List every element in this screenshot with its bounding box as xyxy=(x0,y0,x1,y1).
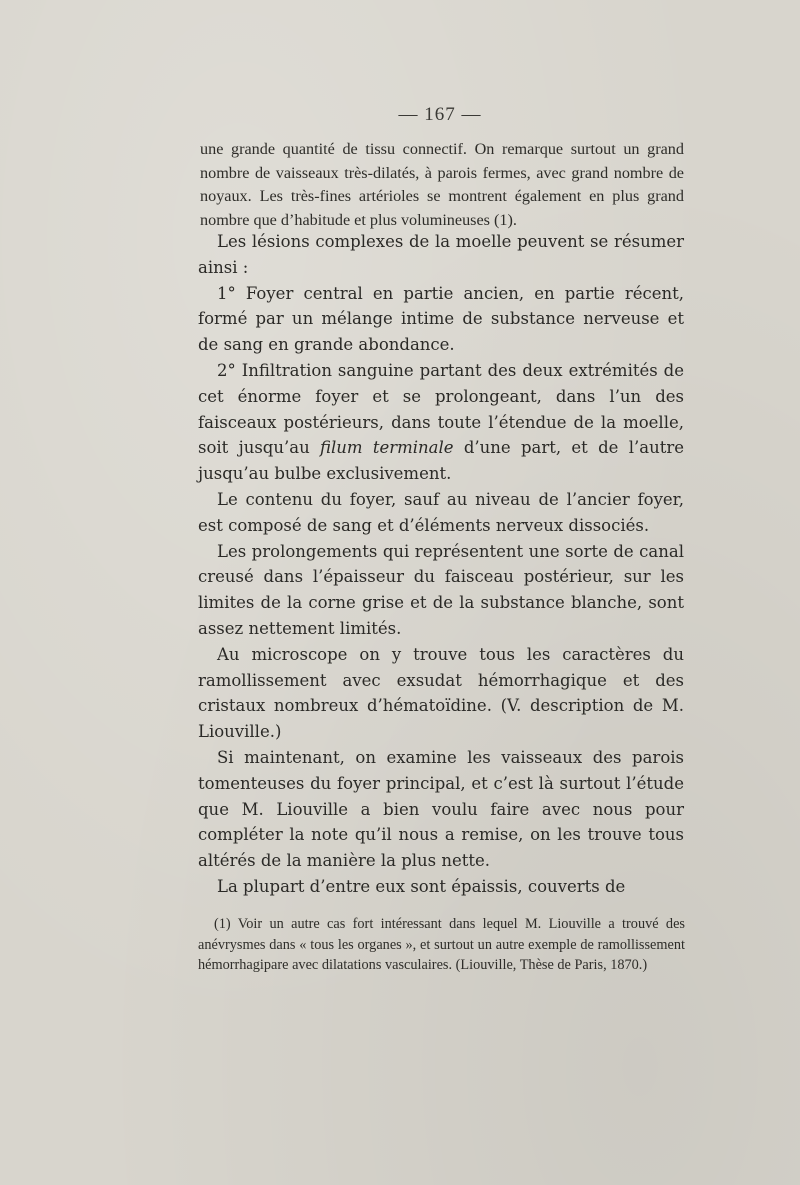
footnote xyxy=(198,914,685,976)
infiltration-text-start: 2° Infiltration sanguine partant des deux extrémités de cet énorme foyer et se prolongeant, dans l’un des faisceaux postérieurs, dans toute l’étendue de la moelle, soit jusqu’au xyxy=(198,360,684,458)
footnote-text: (1) Voir un autre cas fort intéressant dans lequel M. Liouville a trouvé des anévrysmes dans « tous les organes », et surtout un autre exemple de ramollissement hémorrhagipare avec dilatations vasculaires. (Liouville, Thèse de Paris, 1870.) xyxy=(198,916,685,973)
paragraph-infiltration xyxy=(198,358,684,487)
intro-paragraph xyxy=(200,138,684,232)
paragraph-summary-intro: Les lésions complexes de la moelle peuvent se résumer ainsi : xyxy=(198,232,684,277)
paragraph-focus-content: Le contenu du foyer, sauf au niveau de l’ancier foyer, est composé de sang et d’éléments nerveux dissociés. xyxy=(198,489,684,535)
page-number: — 167 — xyxy=(398,104,482,125)
paragraph-prolongations: Les prolongements qui représentent une sorte de canal creusé dans l’épaisseur du faisceau postérieur, sur les limites de la corne grise et de la substance blanche, sont assez nettement limités. xyxy=(198,541,684,638)
intro-text: une grande quantité de tissu connectif. On remarque surtout un grand nombre de vaisseaux très-dilatés, à parois fermes, avec grand nombre de noyaux. Les très-fines artérioles se montrent également en plus grand nombre que d’habitude et plus volumineuses (1). xyxy=(200,140,684,229)
filum-terminale-term: filum terminale xyxy=(320,438,454,458)
infiltration-text-end: d’une part, et de l’autre jusqu’au bulbe exclusivement. xyxy=(198,438,684,484)
paragraph-vessels: Si maintenant, on examine les vaisseaux des parois tomenteuses du foyer principal, et c’est là surtout l’étude que M. Liouville a bien voulu faire avec nous pour compléter la note qu’il nous a remise, on les trouve tous altérés de la manière la plus nette. xyxy=(198,747,684,871)
paragraph-thickened: La plupart d’entre eux sont épaissis, couverts de xyxy=(217,876,626,896)
paragraph-central-focus: 1° Foyer central en partie ancien, en partie récent, formé par un mélange intime de substance nerveuse et de sang en grande abondance. xyxy=(198,283,684,355)
paragraph-microscope: Au microscope on y trouve tous les caractères du ramollissement avec exsudat hémorrhagique et des cristaux nombreux d’hématoïdine. (V. description de M. Liouville.) xyxy=(198,644,684,742)
main-text xyxy=(198,229,684,900)
